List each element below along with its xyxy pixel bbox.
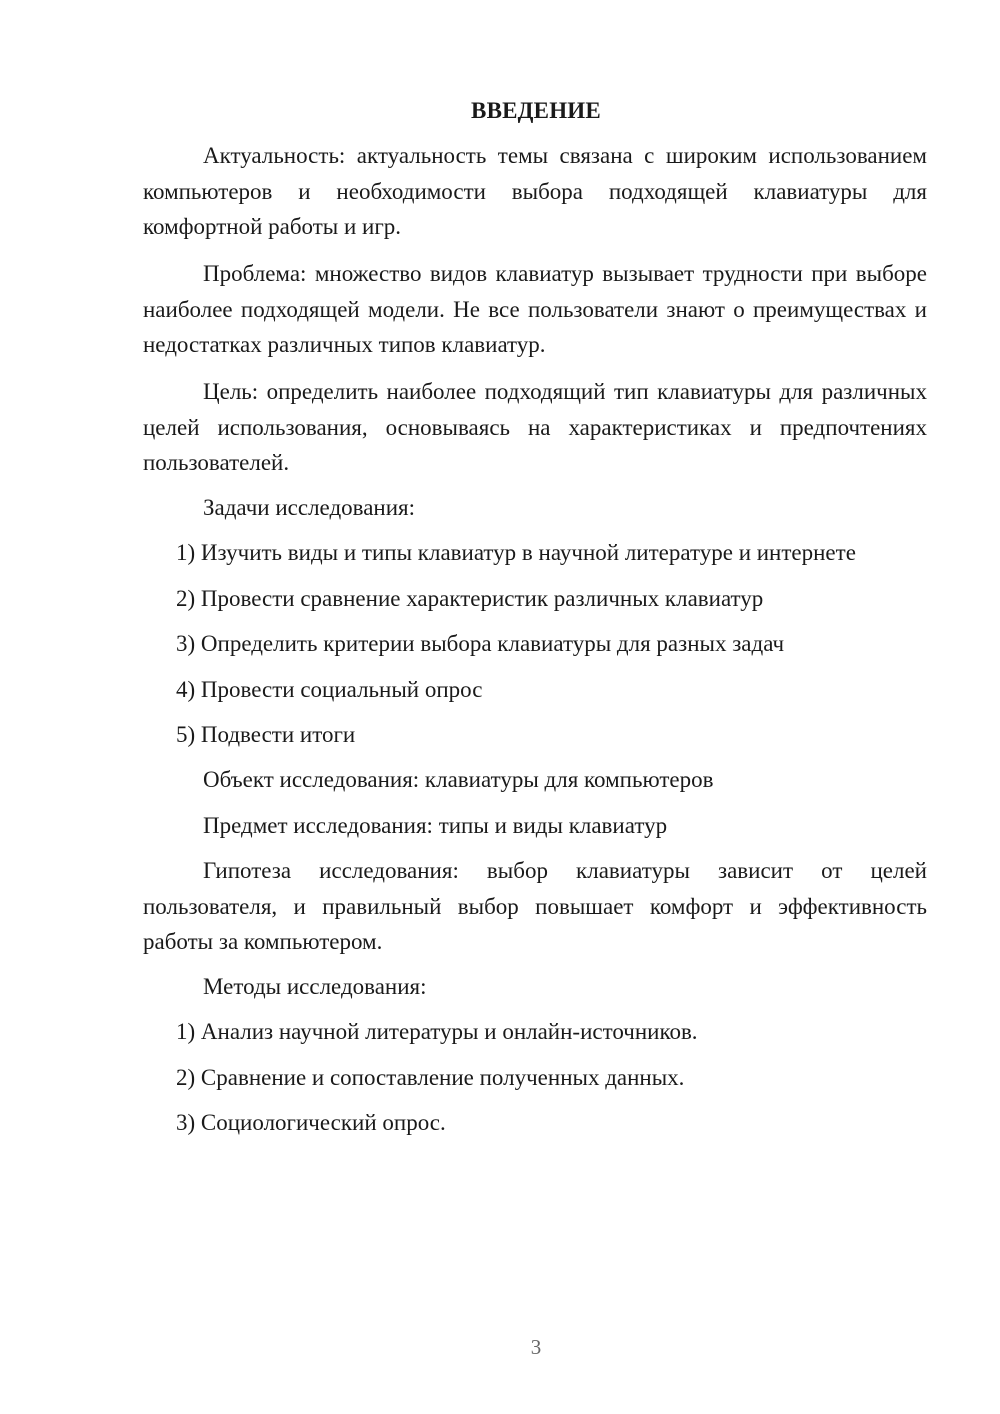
tasks-heading: Задачи исследования: bbox=[203, 495, 416, 520]
task-item: 5) Подвести итоги bbox=[176, 722, 356, 747]
methods-heading: Методы исследования: bbox=[203, 974, 427, 999]
hypothesis-paragraph: Гипотеза исследования: выбор клавиатуры зависит от целей пользователя, и правильный выбор повышает комфорт и эффективность работы за компьютером. bbox=[143, 858, 927, 954]
research-object: Объект исследования: клавиатуры для компьютеров bbox=[203, 767, 714, 792]
task-item: 3) Определить критерии выбора клавиатуры для разных задач bbox=[176, 631, 785, 656]
research-subject: Предмет исследования: типы и виды клавиатур bbox=[203, 813, 668, 838]
task-item: 4) Провести социальный опрос bbox=[176, 677, 483, 702]
problem-paragraph: Проблема: множество видов клавиатур вызывает трудности при выборе наиболее подходящей модели. Не все пользователи знают о преимуществах и недостатках различных типов клавиатур. bbox=[143, 261, 927, 357]
page-title: ВВЕДЕНИЕ bbox=[471, 98, 601, 123]
method-item: 2) Сравнение и сопоставление полученных данных. bbox=[176, 1065, 685, 1090]
method-item: 3) Социологический опрос. bbox=[176, 1110, 446, 1135]
method-item: 1) Анализ научной литературы и онлайн-источников. bbox=[176, 1019, 698, 1044]
goal-paragraph: Цель: определить наиболее подходящий тип клавиатуры для различных целей использования, основываясь на характеристиках и предпочтениях пользователей. bbox=[143, 379, 927, 475]
page-number: 3 bbox=[530, 1335, 542, 1359]
relevance-paragraph: Актуальность: актуальность темы связана с широким использованием компьютеров и необходимости выбора подходящей клавиатуры для комфортной работы и игр. bbox=[143, 143, 927, 239]
task-item: 1) Изучить виды и типы клавиатур в научной литературе и интернете bbox=[176, 540, 856, 565]
task-item: 2) Провести сравнение характеристик различных клавиатур bbox=[176, 586, 764, 611]
